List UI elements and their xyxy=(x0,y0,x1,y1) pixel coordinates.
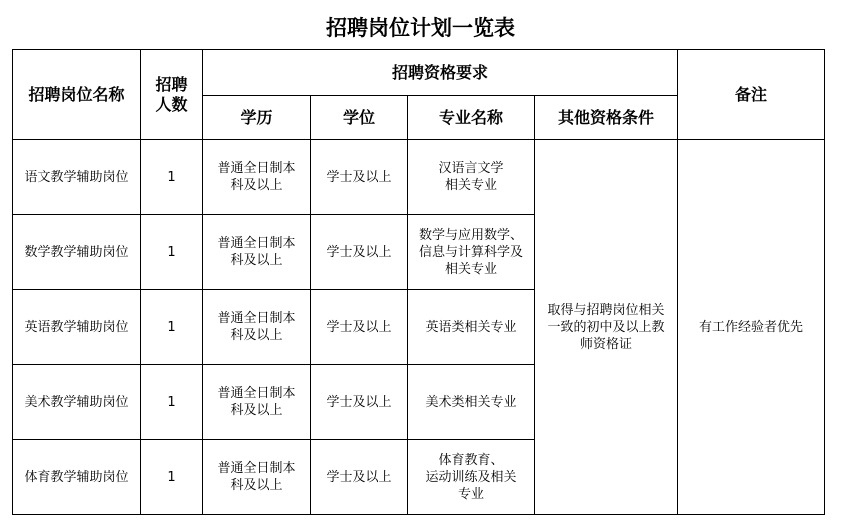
cell-position: 英语教学辅助岗位 xyxy=(13,290,141,365)
table-header-row xyxy=(13,50,825,96)
header-remarks: 备注 xyxy=(678,50,825,140)
cell-count: 1 xyxy=(141,140,203,215)
cell-remarks: 有工作经验者优先 xyxy=(678,140,825,515)
cell-position: 美术教学辅助岗位 xyxy=(13,365,141,440)
cell-degree: 学士及以上 xyxy=(311,440,408,515)
cell-count: 1 xyxy=(141,365,203,440)
cell-other-requirements: 取得与招聘岗位相关 一致的初中及以上教 师资格证 xyxy=(535,140,678,515)
cell-education: 普通全日制本 科及以上 xyxy=(203,290,311,365)
header-education: 学历 xyxy=(203,96,311,140)
header-degree: 学位 xyxy=(311,96,408,140)
cell-education: 普通全日制本 科及以上 xyxy=(203,365,311,440)
cell-degree: 学士及以上 xyxy=(311,140,408,215)
cell-count: 1 xyxy=(141,290,203,365)
cell-education: 普通全日制本 科及以上 xyxy=(203,215,311,290)
cell-count: 1 xyxy=(141,215,203,290)
table-row xyxy=(13,140,825,215)
header-requirements: 招聘资格要求 xyxy=(203,50,678,96)
cell-degree: 学士及以上 xyxy=(311,365,408,440)
cell-major: 英语类相关专业 xyxy=(408,290,535,365)
header-other: 其他资格条件 xyxy=(535,96,678,140)
header-headcount: 招聘 人数 xyxy=(141,50,203,140)
cell-degree: 学士及以上 xyxy=(311,290,408,365)
cell-major: 美术类相关专业 xyxy=(408,365,535,440)
cell-position: 体育教学辅助岗位 xyxy=(13,440,141,515)
cell-education: 普通全日制本 科及以上 xyxy=(203,440,311,515)
header-major: 专业名称 xyxy=(408,96,535,140)
cell-position: 语文教学辅助岗位 xyxy=(13,140,141,215)
page-title: 招聘岗位计划一览表 xyxy=(326,15,515,40)
cell-major: 体育教育、 运动训练及相关 专业 xyxy=(408,440,535,515)
cell-degree: 学士及以上 xyxy=(311,215,408,290)
cell-education: 普通全日制本 科及以上 xyxy=(203,140,311,215)
cell-count: 1 xyxy=(141,440,203,515)
header-position-name: 招聘岗位名称 xyxy=(13,50,141,140)
recruitment-plan-table xyxy=(12,49,825,515)
cell-position: 数学教学辅助岗位 xyxy=(13,215,141,290)
cell-major: 数学与应用数学、 信息与计算科学及 相关专业 xyxy=(408,215,535,290)
cell-major: 汉语言文学 相关专业 xyxy=(408,140,535,215)
